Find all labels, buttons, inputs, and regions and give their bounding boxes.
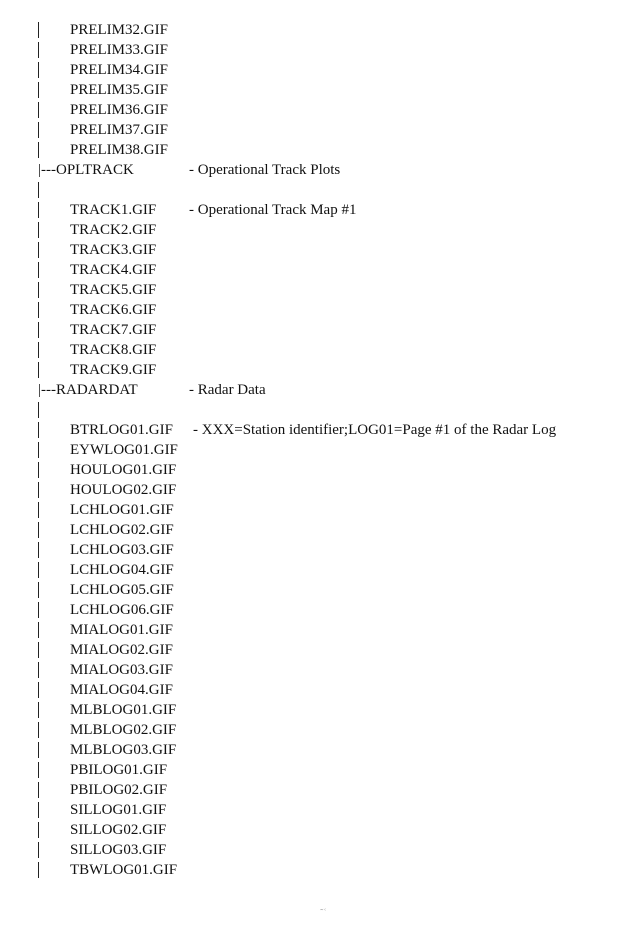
tree-branch-line <box>38 482 39 498</box>
file-name: LCHLOG03.GIF <box>70 542 174 558</box>
file-row <box>0 580 630 600</box>
spacer-row <box>0 400 630 420</box>
file-row <box>0 20 630 40</box>
file-row <box>0 360 630 380</box>
file-row <box>0 420 630 440</box>
tree-branch-line <box>38 462 39 478</box>
tree-branch-line <box>38 442 39 458</box>
tree-branch-line <box>38 722 39 738</box>
directory-row <box>0 380 630 400</box>
file-row <box>0 660 630 680</box>
tree-branch-line <box>38 342 39 358</box>
file-name: MIALOG04.GIF <box>70 682 173 698</box>
file-name: HOULOG02.GIF <box>70 482 177 498</box>
file-row <box>0 320 630 340</box>
file-row <box>0 100 630 120</box>
file-name: BTRLOG01.GIF <box>70 422 173 438</box>
tree-branch-line <box>38 142 39 158</box>
tree-branch-line <box>38 542 39 558</box>
tree-branch-line <box>38 182 39 198</box>
file-name: MLBLOG02.GIF <box>70 722 177 738</box>
file-name: TRACK9.GIF <box>70 362 157 378</box>
tree-branch-line <box>38 582 39 598</box>
file-name: MIALOG03.GIF <box>70 662 173 678</box>
file-row <box>0 720 630 740</box>
tree-branch-line <box>38 82 39 98</box>
tree-branch-line <box>38 302 39 318</box>
tree-branch-line <box>38 702 39 718</box>
file-name: MIALOG02.GIF <box>70 642 173 658</box>
file-row <box>0 140 630 160</box>
tree-branch-line <box>38 282 39 298</box>
file-row <box>0 820 630 840</box>
file-row <box>0 860 630 880</box>
file-row <box>0 620 630 640</box>
tree-branch-line <box>38 782 39 798</box>
file-name: TRACK8.GIF <box>70 342 157 358</box>
file-name: MLBLOG03.GIF <box>70 742 177 758</box>
entry-description: - Operational Track Plots <box>189 162 341 178</box>
file-name: HOULOG01.GIF <box>70 462 177 478</box>
file-name: SILLOG01.GIF <box>70 802 167 818</box>
tree-branch-line <box>38 682 39 698</box>
tree-branch-line <box>38 562 39 578</box>
file-row <box>0 680 630 700</box>
tree-branch-line <box>38 322 39 338</box>
spacer-row <box>0 180 630 200</box>
tree-branch-line <box>38 262 39 278</box>
directory-row <box>0 160 630 180</box>
tree-branch-line <box>38 42 39 58</box>
tree-branch-line <box>38 122 39 138</box>
file-name: PRELIM37.GIF <box>70 122 168 138</box>
file-name: PRELIM32.GIF <box>70 22 168 38</box>
tree-branch-line <box>38 422 39 438</box>
file-name: SILLOG02.GIF <box>70 822 167 838</box>
tree-branch-line <box>38 502 39 518</box>
tree-branch-line <box>38 522 39 538</box>
tree-branch-line <box>38 202 39 218</box>
file-name: EYWLOG01.GIF <box>70 442 178 458</box>
file-row <box>0 640 630 660</box>
file-name: PRELIM35.GIF <box>70 82 168 98</box>
file-row <box>0 560 630 580</box>
scan-speck: ˜ʿ <box>320 908 327 919</box>
tree-branch-line <box>38 22 39 38</box>
directory-name: |---RADARDAT <box>38 382 138 398</box>
file-row <box>0 700 630 720</box>
tree-branch-line <box>38 742 39 758</box>
file-name: LCHLOG05.GIF <box>70 582 174 598</box>
tree-branch-line <box>38 242 39 258</box>
file-row <box>0 220 630 240</box>
file-name: LCHLOG06.GIF <box>70 602 174 618</box>
entry-description: - XXX=Station identifier;LOG01=Page #1 of the Radar Log <box>193 422 557 438</box>
tree-branch-line <box>38 222 39 238</box>
file-name: MIALOG01.GIF <box>70 622 173 638</box>
file-name: PBILOG02.GIF <box>70 782 168 798</box>
file-name: LCHLOG01.GIF <box>70 502 174 518</box>
tree-branch-line <box>38 802 39 818</box>
file-row <box>0 460 630 480</box>
file-name: PRELIM33.GIF <box>70 42 168 58</box>
tree-branch-line <box>38 662 39 678</box>
file-row <box>0 120 630 140</box>
file-name: SILLOG03.GIF <box>70 842 167 858</box>
file-row <box>0 260 630 280</box>
tree-branch-line <box>38 602 39 618</box>
tree-branch-line <box>38 402 39 418</box>
file-row <box>0 740 630 760</box>
file-name: TRACK1.GIF <box>70 202 157 218</box>
tree-branch-line <box>38 842 39 858</box>
tree-branch-line <box>38 622 39 638</box>
file-name: TRACK6.GIF <box>70 302 157 318</box>
file-name: TRACK3.GIF <box>70 242 157 258</box>
file-row <box>0 60 630 80</box>
file-row <box>0 300 630 320</box>
entry-description: - Radar Data <box>189 382 266 398</box>
tree-branch-line <box>38 362 39 378</box>
file-row <box>0 540 630 560</box>
file-row <box>0 200 630 220</box>
file-name: TRACK5.GIF <box>70 282 157 298</box>
file-row <box>0 240 630 260</box>
file-name: PBILOG01.GIF <box>70 762 168 778</box>
file-name: PRELIM34.GIF <box>70 62 168 78</box>
tree-branch-line <box>38 822 39 838</box>
file-row <box>0 40 630 60</box>
file-row <box>0 520 630 540</box>
file-name: LCHLOG04.GIF <box>70 562 174 578</box>
file-row <box>0 760 630 780</box>
file-row <box>0 800 630 820</box>
file-name: TBWLOG01.GIF <box>70 862 178 878</box>
tree-branch-line <box>38 762 39 778</box>
tree-branch-line <box>38 862 39 878</box>
file-name: PRELIM36.GIF <box>70 102 168 118</box>
file-name: TRACK4.GIF <box>70 262 157 278</box>
file-name: PRELIM38.GIF <box>70 142 168 158</box>
file-row <box>0 440 630 460</box>
tree-branch-line <box>38 102 39 118</box>
tree-branch-line <box>38 62 39 78</box>
file-row <box>0 80 630 100</box>
tree-branch-line <box>38 642 39 658</box>
file-row <box>0 500 630 520</box>
file-name: TRACK7.GIF <box>70 322 157 338</box>
file-name: TRACK2.GIF <box>70 222 157 238</box>
file-name: MLBLOG01.GIF <box>70 702 177 718</box>
file-row <box>0 840 630 860</box>
entry-description: - Operational Track Map #1 <box>189 202 357 218</box>
file-row <box>0 600 630 620</box>
file-row <box>0 280 630 300</box>
file-row <box>0 480 630 500</box>
file-row <box>0 340 630 360</box>
file-name: LCHLOG02.GIF <box>70 522 174 538</box>
directory-name: |---OPLTRACK <box>38 162 134 178</box>
file-row <box>0 780 630 800</box>
